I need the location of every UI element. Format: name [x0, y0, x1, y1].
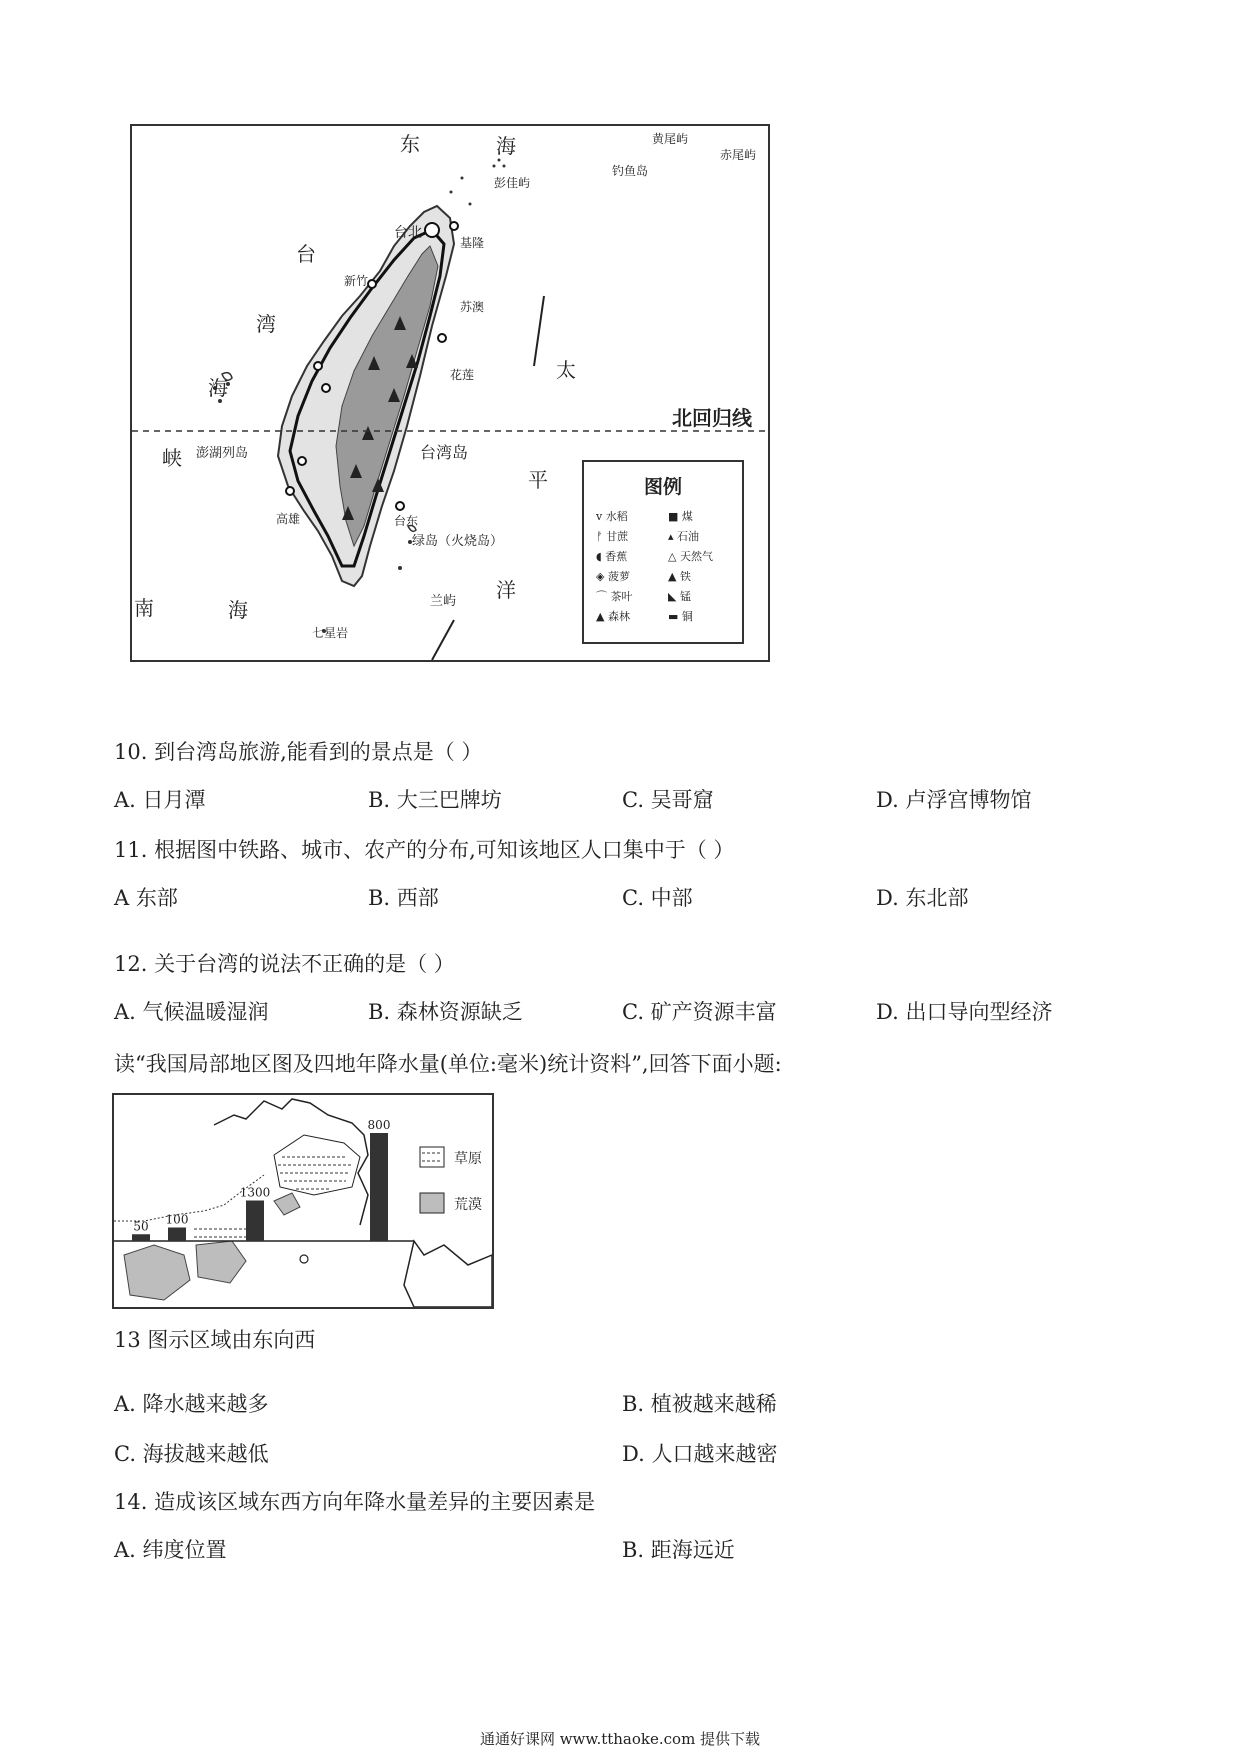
city-marker — [314, 362, 322, 370]
precipitation-bar — [370, 1133, 388, 1241]
label-yang: 洋 — [496, 578, 516, 602]
label-taidong: 台东 — [394, 514, 419, 528]
desert-area — [274, 1193, 300, 1215]
q10-option-b: B. 大三巴牌坊 — [368, 788, 502, 812]
precipitation-bar — [246, 1201, 264, 1242]
precipitation-bar-label: 50 — [133, 1219, 149, 1234]
q14-option-a: A. 纬度位置 — [114, 1538, 227, 1562]
q12-option-c: C. 矿产资源丰富 — [622, 1000, 777, 1024]
legend-title: 图例 — [643, 476, 682, 498]
label-suao: 苏澳 — [460, 300, 485, 314]
question-12: 12. 关于台湾的说法不正确的是（ ） — [114, 952, 455, 976]
desert-area — [124, 1245, 190, 1300]
q12-option-d: D. 出口导向型经济 — [876, 1000, 1053, 1024]
label-chiweiyu: 赤尾屿 — [720, 148, 757, 162]
island-dot — [461, 177, 464, 180]
legend-banana: ◖ 香蕉 — [596, 550, 628, 563]
label-taiwandao: 台湾岛 — [420, 443, 469, 462]
question-10: 10. 到台湾岛旅游,能看到的景点是（ ） — [114, 740, 483, 764]
q11-option-d: D. 东北部 — [876, 886, 969, 910]
q11-option-a: A 东部 — [114, 886, 178, 910]
label-diaoyudao: 钓鱼岛 — [612, 164, 649, 178]
label-penghu: 澎湖列岛 — [196, 446, 249, 461]
label-jilong: 基隆 — [460, 236, 485, 250]
label-xia: 峡 — [162, 446, 182, 470]
label-lanyu: 兰屿 — [430, 594, 457, 609]
city-marker — [425, 223, 439, 237]
city-marker — [396, 502, 404, 510]
q10-option-a: A. 日月潭 — [114, 788, 206, 812]
label-tai2: 太 — [556, 358, 576, 382]
q12-option-b: B. 森林资源缺乏 — [368, 1000, 523, 1024]
city-marker — [300, 1255, 308, 1263]
regional-map-drawing — [114, 1095, 492, 1307]
label-hai2: 海 — [208, 376, 228, 400]
legend-grassland-swatch — [420, 1147, 444, 1167]
legend-manganese: ◣ 锰 — [668, 590, 691, 603]
island-dot — [493, 165, 496, 168]
q10-option-d: D. 卢浮宫博物馆 — [876, 788, 1032, 812]
label-qixingyan: 七星岩 — [312, 626, 349, 640]
q14-option-b: B. 距海远近 — [622, 1538, 735, 1562]
desert-area — [196, 1241, 246, 1283]
label-dong: 东 — [400, 132, 420, 156]
legend-sugarcane: ᚡ 甘蔗 — [596, 530, 629, 543]
legend-iron: ▲ 铁 — [668, 570, 691, 583]
section-intro: 读“我国局部地区图及四地年降水量(单位:毫米)统计资料”,回答下面小题: — [114, 1052, 782, 1076]
taiwan-map — [130, 124, 770, 662]
legend-tea: ⌒ 茶叶 — [596, 590, 633, 603]
label-hai: 海 — [496, 134, 516, 158]
map-legend — [582, 460, 744, 644]
label-xinzhu: 新竹 — [344, 274, 369, 288]
landmass — [404, 1241, 492, 1307]
legend-grassland: 草原 — [454, 1151, 482, 1167]
precipitation-bar-label: 100 — [165, 1212, 189, 1227]
city-marker — [286, 487, 294, 495]
island-dot — [469, 203, 472, 206]
q13-option-c: C. 海拔越来越低 — [114, 1442, 269, 1466]
label-huangweiyu: 黄尾屿 — [652, 132, 689, 146]
label-tai: 台 — [296, 242, 316, 266]
q10-option-c: C. 吴哥窟 — [622, 788, 714, 812]
city-marker — [450, 222, 458, 230]
q11-option-b: B. 西部 — [368, 886, 439, 910]
label-ping: 平 — [528, 468, 548, 492]
label-taibei: 台北 — [394, 225, 422, 241]
q13-option-d: D. 人口越来越密 — [622, 1442, 778, 1466]
label-pengjiayu: 彭佳屿 — [494, 176, 531, 190]
q11-option-c: C. 中部 — [622, 886, 693, 910]
legend-desert: 荒漠 — [454, 1197, 482, 1213]
city-marker — [298, 457, 306, 465]
page-footer: 通通好课网 www.tthaoke.com 提供下载 — [479, 1730, 761, 1748]
precipitation-bar — [132, 1234, 150, 1241]
q12-option-a: A. 气候温暖湿润 — [114, 1000, 269, 1024]
question-11: 11. 根据图中铁路、城市、农产的分布,可知该地区人口集中于（ ） — [114, 838, 735, 862]
label-nan: 南 — [134, 596, 154, 620]
q13-option-a: A. 降水越来越多 — [114, 1392, 269, 1416]
city-marker — [438, 334, 446, 342]
legend-pineapple: ◈ 菠萝 — [596, 570, 630, 583]
precipitation-bar — [168, 1228, 186, 1242]
grassland-area — [274, 1135, 360, 1195]
legend-gas: △ 天然气 — [668, 550, 713, 563]
question-13: 13 图示区域由东向西 — [114, 1328, 316, 1352]
island-dot — [398, 566, 402, 570]
precipitation-bar-label: 800 — [367, 1118, 391, 1132]
island-dot — [450, 191, 453, 194]
legend-desert-swatch — [420, 1193, 444, 1213]
map-frame-line — [432, 620, 454, 660]
label-tropic: 北回归线 — [672, 406, 752, 430]
legend-copper: ▬ 铜 — [668, 610, 693, 623]
city-marker — [368, 280, 376, 288]
island-dot — [503, 165, 506, 168]
label-hai3: 海 — [228, 598, 248, 622]
label-hualian: 花莲 — [450, 368, 475, 382]
map-frame-line — [534, 296, 544, 366]
regional-map — [112, 1093, 494, 1309]
legend-forest: ▲ 森林 — [596, 610, 630, 623]
precipitation-bar-label: 1300 — [239, 1185, 271, 1200]
legend-rice: ᴠ 水稻 — [596, 510, 628, 523]
city-marker — [322, 384, 330, 392]
legend-oil: ▴ 石油 — [668, 530, 700, 543]
label-wan: 湾 — [256, 312, 276, 336]
label-lvdao: 绿岛（火烧岛） — [412, 534, 504, 549]
label-gaoxiong: 高雄 — [276, 512, 301, 526]
question-14: 14. 造成该区域东西方向年降水量差异的主要因素是 — [114, 1490, 596, 1514]
legend-coal: ■ 煤 — [668, 510, 693, 523]
q13-option-b: B. 植被越来越稀 — [622, 1392, 777, 1416]
